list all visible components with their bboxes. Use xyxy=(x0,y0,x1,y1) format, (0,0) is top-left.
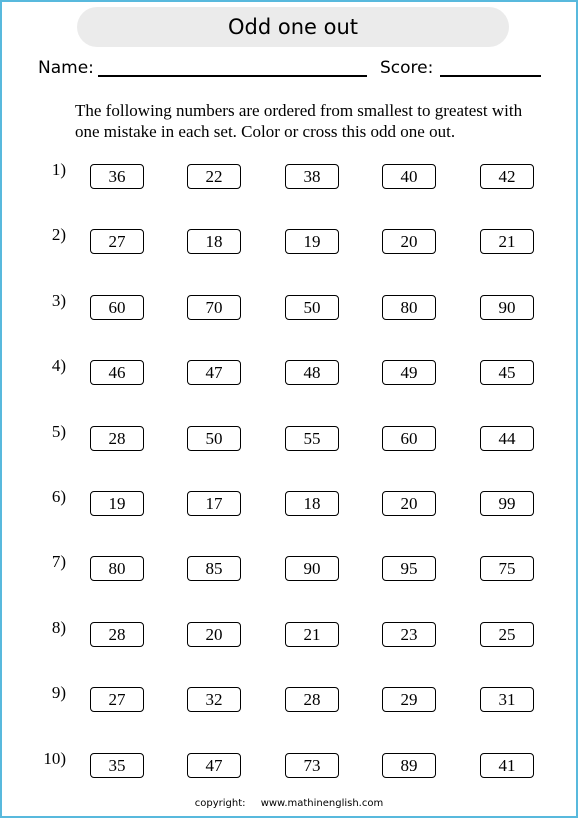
number-box[interactable]: 73 xyxy=(285,753,339,778)
question-number: 8) xyxy=(51,618,66,637)
number-box[interactable]: 31 xyxy=(480,687,534,712)
number-box[interactable]: 44 xyxy=(480,426,534,451)
number-box[interactable]: 47 xyxy=(187,753,241,778)
number-box[interactable]: 60 xyxy=(90,295,144,320)
number-box[interactable]: 50 xyxy=(285,295,339,320)
number-box[interactable]: 18 xyxy=(187,229,241,254)
number-box[interactable]: 28 xyxy=(90,426,144,451)
number-box[interactable]: 32 xyxy=(187,687,241,712)
question-row xyxy=(0,487,578,521)
number-box[interactable]: 17 xyxy=(187,491,241,516)
name-label: Name: xyxy=(38,58,94,78)
footer xyxy=(0,798,578,809)
page-title: Odd one out xyxy=(77,7,509,47)
number-box[interactable]: 41 xyxy=(480,753,534,778)
question-row xyxy=(0,356,578,390)
question-number: 1) xyxy=(51,160,66,179)
number-box[interactable]: 70 xyxy=(187,295,241,320)
number-box[interactable]: 19 xyxy=(285,229,339,254)
question-row xyxy=(0,749,578,783)
number-box[interactable]: 45 xyxy=(480,360,534,385)
number-box[interactable]: 22 xyxy=(187,164,241,189)
number-box[interactable]: 35 xyxy=(90,753,144,778)
number-box[interactable]: 50 xyxy=(187,426,241,451)
name-line xyxy=(98,75,367,77)
question-row xyxy=(0,225,578,259)
number-box[interactable]: 40 xyxy=(382,164,436,189)
number-box[interactable]: 90 xyxy=(480,295,534,320)
number-box[interactable]: 90 xyxy=(285,556,339,581)
number-box[interactable]: 19 xyxy=(90,491,144,516)
number-box[interactable]: 27 xyxy=(90,687,144,712)
score-label: Score: xyxy=(380,58,434,78)
number-box[interactable]: 29 xyxy=(382,687,436,712)
number-box[interactable]: 28 xyxy=(285,687,339,712)
number-box[interactable]: 99 xyxy=(480,491,534,516)
number-box[interactable]: 18 xyxy=(285,491,339,516)
number-box[interactable]: 55 xyxy=(285,426,339,451)
instructions: The following numbers are ordered from smallest to greatest with one mistake in each set. Color or cross this odd one out. xyxy=(75,101,523,141)
number-box[interactable]: 47 xyxy=(187,360,241,385)
number-box[interactable]: 95 xyxy=(382,556,436,581)
question-number: 6) xyxy=(51,487,66,506)
number-box[interactable]: 42 xyxy=(480,164,534,189)
number-box[interactable]: 46 xyxy=(90,360,144,385)
number-box[interactable]: 20 xyxy=(382,229,436,254)
question-row xyxy=(0,291,578,325)
question-number: 4) xyxy=(51,356,66,375)
number-box[interactable]: 21 xyxy=(480,229,534,254)
question-number: 10) xyxy=(43,749,66,768)
question-number: 3) xyxy=(51,291,66,310)
number-box[interactable]: 80 xyxy=(382,295,436,320)
question-number: 5) xyxy=(51,422,66,441)
number-box[interactable]: 36 xyxy=(90,164,144,189)
number-box[interactable]: 89 xyxy=(382,753,436,778)
number-box[interactable]: 25 xyxy=(480,622,534,647)
question-number: 2) xyxy=(51,225,66,244)
number-box[interactable]: 23 xyxy=(382,622,436,647)
question-row xyxy=(0,422,578,456)
number-box[interactable]: 21 xyxy=(285,622,339,647)
number-box[interactable]: 20 xyxy=(382,491,436,516)
number-box[interactable]: 75 xyxy=(480,556,534,581)
number-box[interactable]: 28 xyxy=(90,622,144,647)
number-box[interactable]: 38 xyxy=(285,164,339,189)
question-row xyxy=(0,683,578,717)
number-box[interactable]: 27 xyxy=(90,229,144,254)
number-box[interactable]: 80 xyxy=(90,556,144,581)
website-link[interactable]: www.mathinenglish.com xyxy=(260,798,384,809)
number-box[interactable]: 48 xyxy=(285,360,339,385)
question-number: 7) xyxy=(51,552,66,571)
score-line xyxy=(440,75,541,77)
question-row xyxy=(0,552,578,586)
question-number: 9) xyxy=(51,683,66,702)
question-row xyxy=(0,618,578,652)
number-box[interactable]: 20 xyxy=(187,622,241,647)
number-box[interactable]: 49 xyxy=(382,360,436,385)
number-box[interactable]: 60 xyxy=(382,426,436,451)
copyright-label: copyright: xyxy=(194,798,246,809)
number-box[interactable]: 85 xyxy=(187,556,241,581)
question-row xyxy=(0,160,578,194)
